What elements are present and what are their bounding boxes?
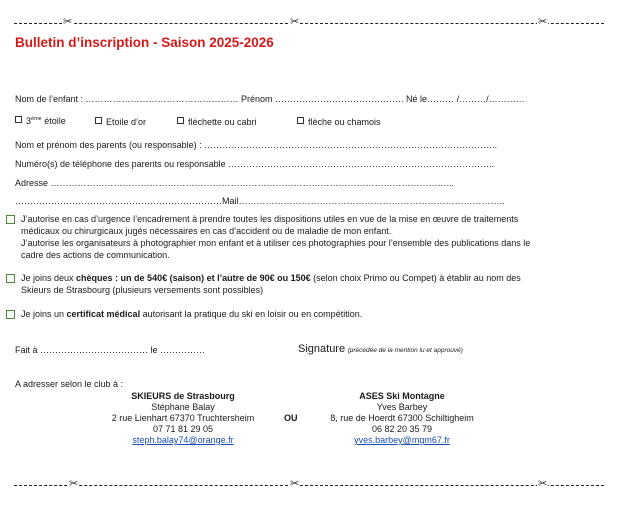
level-option-etoile-or[interactable]: Etoile d’or xyxy=(95,117,146,127)
address-line: Adresse ……………………………………………………………………………………………………………………... xyxy=(15,178,455,188)
checkbox[interactable] xyxy=(95,117,102,124)
consent-text-line3: J’autorise les organisateurs à photographier mon enfant et à utiliser ces photographies pour l’ensemble des publications dans le xyxy=(21,238,531,248)
club-address: 8, rue de Hoerdt 67300 Schiltigheim xyxy=(330,413,474,423)
consent-text-line4: cadre des actions de communication. xyxy=(21,250,170,260)
signature-block xyxy=(298,343,463,355)
signature-label: Signature xyxy=(298,343,346,355)
checkbox[interactable] xyxy=(297,117,304,124)
scissors-icon: ✂ xyxy=(538,16,548,28)
scissors-icon: ✂ xyxy=(290,478,300,490)
signature-note: (précédée de la mention lu et approuvé) xyxy=(347,347,463,354)
club-phone: 07 71 81 29 05 xyxy=(152,424,214,434)
level-option-fleche-chamois[interactable]: flèche ou chamois xyxy=(297,117,381,127)
checkbox[interactable] xyxy=(15,116,22,123)
club-contact: Yves Barbey xyxy=(376,402,428,412)
scissors-icon: ✂ xyxy=(290,16,300,28)
scissors-icon: ✂ xyxy=(63,16,73,28)
club-email-link[interactable]: steph.balay74@orange.fr xyxy=(132,435,234,445)
parents-name-line: Nom et prénom des parents (ou responsable) : …………………………………………………………………………………….. xyxy=(15,140,498,150)
club-email-link[interactable]: yves.barbey@mgm67.fr xyxy=(354,435,450,445)
fait-line: Fait à ……………………………… le …………… xyxy=(15,345,206,355)
club-name: SKIEURS de Strasbourg xyxy=(131,391,235,401)
level-option-flechette-cabri[interactable]: fléchette ou cabri xyxy=(177,117,257,127)
club-skieurs xyxy=(108,391,258,446)
form-title: Bulletin d’inscription - Saison 2025-2026 xyxy=(15,35,274,50)
certificate-text: Je joins un certificat médical autorisant la pratique du ski en loisir ou en compétition. xyxy=(21,309,363,319)
consent-text-line2: médicaux ou chirurgicaux jugés nécessaires en cas d’accident ou de maladie de mon enfant. xyxy=(21,226,392,236)
consent-checkbox[interactable] xyxy=(6,215,15,224)
cheques-text-line2: Skieurs de Strasbourg (plusieurs versements sont possibles) xyxy=(21,285,264,295)
certificate-checkbox[interactable] xyxy=(6,310,15,319)
club-ases xyxy=(322,391,482,446)
consent-text-line1: J’autorise en cas d’urgence l’encadrement à prendre toutes les dispositions utiles en vue de la mise en œuvre de traitements xyxy=(21,214,519,224)
or-label: OU xyxy=(284,413,298,423)
club-address: 2 rue Lienhart 67370 Truchtersheim xyxy=(111,413,255,423)
cheques-text: Je joins deux chèques : un de 540€ (saison) et l’autre de 90€ ou 150€ (selon choix Primo ou Compet) à établir au nom des xyxy=(21,273,521,283)
club-name: ASES Ski Montagne xyxy=(359,391,445,401)
send-to-label: A adresser selon le club à : xyxy=(15,379,124,389)
club-contact: Stéphane Balay xyxy=(151,402,215,412)
phone-line: Numéro(s) de téléphone des parents ou responsable …………………………………………………………………………….. xyxy=(15,159,495,169)
bottom-cut-line xyxy=(14,485,604,486)
top-cut-line xyxy=(14,23,604,24)
cheques-checkbox[interactable] xyxy=(6,274,15,283)
level-option-3eme-etoile[interactable]: 3ème étoile xyxy=(15,116,66,126)
mail-line: ……………………………………………………………Mail…………………………………………………………………………….. xyxy=(15,196,505,206)
checkbox[interactable] xyxy=(177,117,184,124)
scissors-icon: ✂ xyxy=(69,478,79,490)
child-name-line: Nom de l’enfant : …………………………………………… Prénom ……………………………………. Né le……… /………/………… xyxy=(15,94,525,104)
club-phone: 06 82 20 35 79 xyxy=(371,424,433,434)
scissors-icon: ✂ xyxy=(538,478,548,490)
